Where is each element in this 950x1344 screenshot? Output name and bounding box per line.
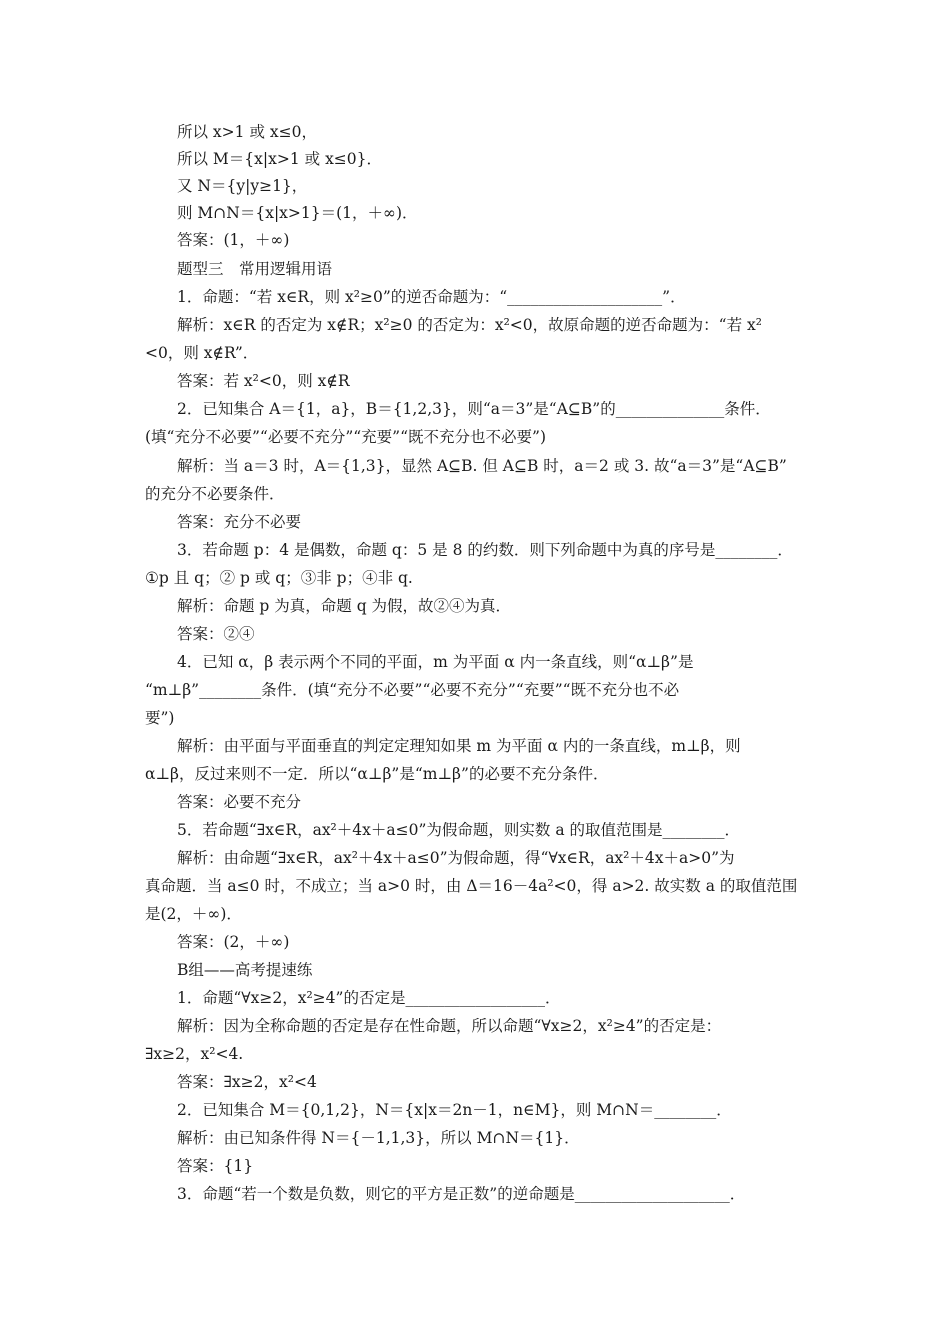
question-line: 5．若命题“∃x∈R，ax²＋4x＋a≤0”为假命题，则实数 a 的取值范围是________． <box>177 821 740 839</box>
answer-line: 答案：(2，＋∞) <box>177 933 290 951</box>
answer-line: 答案：必要不充分 <box>177 793 302 811</box>
text-line: 又 N＝{y|y≥1}， <box>177 177 308 195</box>
answer-line: 答案：若 x²<0，则 x∉R <box>177 372 350 390</box>
solution-line: 解析：当 a＝3 时，A＝{1,3}，显然 A⊆B. 但 A⊆B 时，a＝2 或 3. 故“a＝3”是“A⊆B” <box>177 457 787 475</box>
solution-line: 的充分不必要条件． <box>145 485 285 503</box>
solution-line: 解析：由平面与平面垂直的判定定理知如果 m 为平面 α 内的一条直线，m⊥β，则 <box>177 737 741 755</box>
question-line: 3．命题“若一个数是负数，则它的平方是正数”的逆命题是____________________． <box>177 1185 746 1203</box>
solution-line: 真命题．当 a≤0 时，不成立；当 a>0 时，由 Δ＝16－4a²<0，得 a>2. 故实数 a 的取值范围 <box>145 877 798 895</box>
solution-line: α⊥β，反过来则不一定．所以“α⊥β”是“m⊥β”的必要不充分条件． <box>145 765 609 783</box>
text-line: 所以 x>1 或 x≤0， <box>177 123 317 141</box>
question-line: 3．若命题 p：4 是偶数，命题 q：5 是 8 的约数．则下列命题中为真的序号是________． <box>177 541 793 559</box>
solution-line: 解析：x∈R 的否定为 x∉R；x²≥0 的否定为：x²<0，故原命题的逆否命题为：“若 x² <box>177 316 762 334</box>
text-line: 则 M∩N＝{x|x>1}＝(1，＋∞)． <box>177 204 418 222</box>
solution-line: <0，则 x∉R”． <box>145 344 259 362</box>
question-line: 2．已知集合 A＝{1，a}，B＝{1,2,3}，则“a＝3”是“A⊆B”的______________条件． <box>177 400 771 418</box>
question-line: ①p 且 q；② p 或 q；③非 p；④非 q. <box>145 569 413 587</box>
answer-line: 答案：{1} <box>177 1157 254 1175</box>
question-line: 1．命题“∀x≥2，x²≥4”的否定是__________________． <box>177 989 561 1007</box>
solution-line: 是(2，＋∞)． <box>145 905 242 923</box>
question-line: (填“充分不必要”“必要不充分”“充要”“既不充分也不必要”) <box>145 428 546 446</box>
solution-line: 解析：因为全称命题的否定是存在性命题，所以命题“∀x≥2，x²≥4”的否定是： <box>177 1017 722 1035</box>
question-line: 4．已知 α，β 表示两个不同的平面，m 为平面 α 内一条直线，则“α⊥β”是 <box>177 653 694 671</box>
question-line: 1．命题：“若 x∈R，则 x²≥0”的逆否命题为：“____________________”． <box>177 288 686 306</box>
solution-line: 解析：命题 p 为真，命题 q 为假，故②④为真． <box>177 597 512 615</box>
solution-line: 解析：由已知条件得 N＝{－1,1,3}，所以 M∩N＝{1}． <box>177 1129 580 1147</box>
answer-line: 答案：充分不必要 <box>177 513 302 531</box>
section-heading: 题型三 常用逻辑用语 <box>177 260 333 278</box>
answer-line: 答案：(1，＋∞) <box>177 231 290 249</box>
solution-line: ∃x≥2，x²<4. <box>145 1045 244 1063</box>
question-line: 2．已知集合 M＝{0,1,2}，N＝{x|x＝2n－1，n∈M}，则 M∩N＝________． <box>177 1101 732 1119</box>
section-heading: B组——高考提速练 <box>177 961 313 979</box>
question-line: “m⊥β”________条件．(填“充分不必要”“必要不充分”“充要”“既不充分也不必 <box>145 681 680 699</box>
answer-line: 答案：∃x≥2，x²<4 <box>177 1073 317 1091</box>
answer-line: 答案：②④ <box>177 625 255 643</box>
text-line: 所以 M＝{x|x>1 或 x≤0}． <box>177 150 383 168</box>
question-line: 要”) <box>145 709 175 727</box>
solution-line: 解析：由命题“∃x∈R，ax²＋4x＋a≤0”为假命题，得“∀x∈R，ax²＋4x＋a>0”为 <box>177 849 735 867</box>
